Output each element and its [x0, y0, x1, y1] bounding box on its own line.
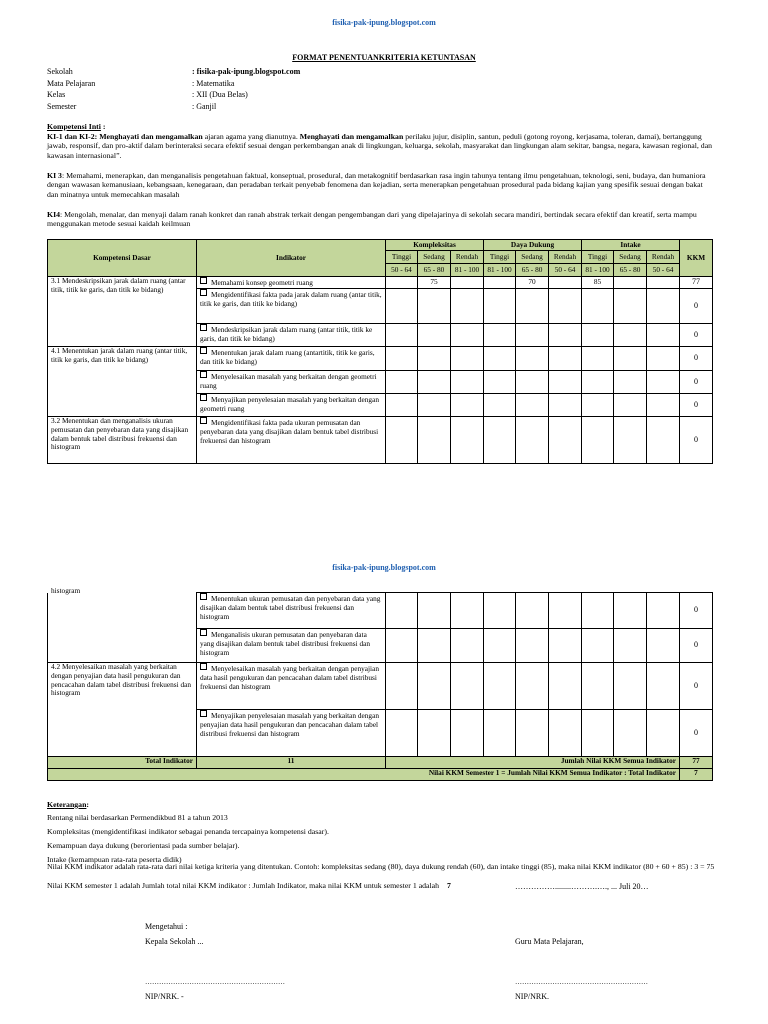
note-last-line: Nilai KKM semester 1 adalah Jumlah total nilai KKM indikator : Jumlah Indikator, maka nilai KKM untuk semester 1 adalah 7	[47, 881, 451, 890]
kd-cell: 4.2 Menyelesaikan masalah yang berkaitan dengan penyajian data hasil pengukuran dan pencacahan dalam tabel distribusi frekuensi dan histogram	[48, 663, 197, 757]
info-values	[192, 66, 300, 112]
sub-header: Tinggi	[386, 251, 418, 264]
table-row	[48, 417, 713, 464]
info-value: : XII (Dua Belas)	[192, 90, 248, 99]
info-label: Sekolah	[47, 67, 73, 76]
value-cell	[386, 277, 418, 289]
indicator-cell: Menyelesaikan masalah yang berkaitan dengan geometri ruang	[197, 371, 386, 394]
header-kd: Kompetensi Dasar	[48, 240, 197, 277]
checkbox-icon	[200, 324, 207, 331]
range-header: 65 - 80	[516, 264, 549, 277]
info-value: : Matematika	[192, 78, 235, 88]
note-line: Kompleksitas (mengidentifikasi indikator sebagai penanda tercapainya kompetensi dasar).	[47, 827, 329, 836]
kd-cell: 4.1 Menentukan jarak dalam ruang (antar titik, titik ke garis, dan titik ke bidang)	[48, 347, 197, 417]
range-header: 81 - 100	[451, 264, 484, 277]
total-label: Total Indikator	[48, 757, 197, 769]
info-label: Semester	[47, 101, 77, 111]
header-kompleksitas: Kompleksitas	[386, 240, 484, 251]
header-daya-dukung: Daya Dukung	[484, 240, 582, 251]
kkm-cell: 77	[680, 277, 713, 289]
info-label: Mata Pelajaran	[47, 78, 96, 88]
teacher-title: Guru Mata Pelajaran,	[515, 937, 584, 946]
sub-header: Tinggi	[484, 251, 516, 264]
principal-title: Kepala Sekolah ...	[145, 937, 204, 946]
checkbox-icon	[200, 371, 207, 378]
kd-cell: histogram	[48, 593, 197, 663]
indicator-cell: Menyajikan penyelesaian masalah yang berkaitan dengan penyajian data hasil pengukuran dan pencacahan dalam tabel distribusi frekuensi dan histogram	[197, 710, 386, 757]
range-header: 50 - 64	[386, 264, 418, 277]
ki4-paragraph: KI4: Mengolah, menalar, dan menyaji dalam ranah konkret dan ranah abstrak terkait dengan pengembangan dari yang dipelajarinya di sekolah secara mandiri, bertindak secara efektif dan kreatif, serta mampu menggunakan metode sesuai kaidah keilmuan	[47, 210, 697, 229]
sum-label: Jumlah Nilai KKM Semua Indikator	[386, 757, 680, 769]
checkbox-icon	[200, 710, 207, 717]
sub-header: Rendah	[451, 251, 484, 264]
info-value: : Ganjil	[192, 101, 217, 111]
info-label: Kelas	[47, 90, 66, 99]
value-cell	[549, 277, 582, 289]
total-value: 11	[197, 757, 386, 769]
checkbox-icon	[200, 347, 207, 354]
table-row	[48, 347, 713, 371]
value-cell: 70	[516, 277, 549, 289]
ki3-paragraph: KI 3: Memahami, menerapkan, dan menganalisis pengetahuan faktual, konseptual, prosedural, dan metakognitif berdasarkan rasa ingin tahunya tentang ilmu pengetahuan, teknologi, seni, budaya, dan humaniora dengan wawasan kemanusiaan, kebangsaan, kenegaraan, dan peradaban terkait penyebab fenomena dan kejadian, serta menerapkan pengetahuan prosedural pada bidang kajian yang spesifik sesuai dengan bakat dan minatnya untuk memecahkan masalah	[47, 171, 706, 199]
teacher-nip: NIP/NRK.	[515, 992, 550, 1001]
kkm-cell: 0	[680, 289, 713, 324]
sub-header: Sedang	[614, 251, 647, 264]
site-header-page2[interactable]: fisika-pak-ipung.blogspot.com	[332, 563, 436, 572]
checkbox-icon	[200, 663, 207, 670]
indicator-cell: Mengidentifikasi fakta pada ukuran pemusatan dan penyebaran data yang disajikan dalam bentuk tabel distribusi frekuensi dan histogram	[197, 417, 386, 464]
kkm-cell: 0	[680, 347, 713, 371]
kkm-cell: 0	[680, 663, 713, 710]
header-indikator: Indikator	[197, 240, 386, 277]
semester-label: Nilai KKM Semester 1 = Jumlah Nilai KKM Semua Indikator : Total Indikator	[48, 769, 680, 781]
approval-title: Mengetahui :	[145, 922, 188, 931]
ki-heading: Kompetensi Inti :	[47, 122, 106, 131]
indicator-cell: Menentukan jarak dalam ruang (antartitik, titik ke garis, dan titik ke bidang)	[197, 347, 386, 371]
indicator-cell: Menganalisis ukuran pemusatan dan penyebaran data yang disajikan dalam bentuk tabel distribusi frekuensi dan histogram	[197, 629, 386, 663]
checkbox-icon	[200, 394, 207, 401]
range-header: 65 - 80	[614, 264, 647, 277]
kkm-cell: 0	[680, 710, 713, 757]
kkm-cell: 0	[680, 394, 713, 417]
kkm-cell: 0	[680, 417, 713, 464]
checkbox-icon	[200, 629, 207, 636]
semester-row	[48, 769, 713, 781]
kd-cell: 3.2 Menentukan dan menganalisis ukuran pemusatan dan penyebaran data yang disajikan dalam bentuk tabel distribusi frekuensi dan histogram	[48, 417, 197, 464]
range-header: 65 - 80	[418, 264, 451, 277]
kkm-cell: 0	[680, 324, 713, 347]
note-line: Nilai KKM indikator adalah rata-rata dari nilai ketiga kriteria yang ditentukan. Contoh: kompleksitas sedang (80), daya dukung rendah (60), dan intake tinggi (85), maka nilai KKM indikator (80 + 60 + 85) : 3 = 75	[47, 862, 715, 871]
table-row	[48, 663, 713, 710]
note-line: Intake (kemampuan rata-rata peserta didik)	[47, 855, 182, 864]
info-labels	[47, 66, 95, 112]
value-cell	[647, 277, 680, 289]
principal-signature-line: ……………………………………………………	[145, 978, 285, 986]
header-intake: Intake	[582, 240, 680, 251]
kkm-cell: 0	[680, 593, 713, 629]
sub-header: Rendah	[549, 251, 582, 264]
range-header: 81 - 100	[582, 264, 614, 277]
checkbox-icon	[200, 289, 207, 296]
indicator-cell: Memahami konsep geometri ruang	[197, 277, 386, 289]
header-kkm: KKM	[680, 240, 713, 277]
range-header: 50 - 64	[549, 264, 582, 277]
criteria-table-2	[47, 585, 713, 781]
indicator-cell: Mendeskripsikan jarak dalam ruang (antar titik, titik ke garis, dan titik ke bidang)	[197, 324, 386, 347]
sub-header: Sedang	[516, 251, 549, 264]
value-cell	[451, 277, 484, 289]
value-cell	[484, 277, 516, 289]
value-cell: 75	[418, 277, 451, 289]
document-title: FORMAT PENENTUANKRITERIA KETUNTASAN	[292, 53, 476, 62]
table-row	[48, 277, 713, 289]
kd-cell: 3.1 Mendeskripsikan jarak dalam ruang (antar titik, titik ke garis, dan titik ke bidang)	[48, 277, 197, 347]
site-header[interactable]: fisika-pak-ipung.blogspot.com	[332, 18, 436, 27]
info-value: : fisika-pak-ipung.blogspot.com	[192, 67, 301, 76]
checkbox-icon	[200, 417, 207, 424]
range-header: 50 - 64	[647, 264, 680, 277]
ki12-paragraph: KI-1 dan KI-2: Menghayati dan mengamalkan ajaran agama yang dianutnya. Menghayati dan mengamalkan perilaku jujur, disiplin, santun, peduli (gotong royong, kerjasama, toleran, damai), bertanggung jawab, responsif, dan pro-aktif dalam berinteraksi secara efektif sesuai dengan perkembangan anak di lingkungan, keluarga, sekolah, masyarakat dan lingkungan alam sekitar, bangsa, negara, kawasan regional, dan kawasan internasional”.	[47, 132, 713, 160]
value-cell	[614, 277, 647, 289]
range-header: 81 - 100	[484, 264, 516, 277]
total-row	[48, 757, 713, 769]
note-line: Kemampuan daya dukung (berorientasi pada sumber belajar).	[47, 841, 240, 850]
sub-header: Sedang	[418, 251, 451, 264]
note-line: Rentang nilai berdasarkan Permendikbud 81 a tahun 2013	[47, 813, 228, 822]
criteria-table-1	[47, 239, 713, 464]
teacher-signature-line: …………………………………………………	[515, 978, 648, 986]
indicator-cell: Mengidentifikasi fakta pada jarak dalam ruang (antar titik, titik ke garis, dan titik ke bidang)	[197, 289, 386, 324]
sum-value: 77	[680, 757, 713, 769]
kkm-cell: 0	[680, 629, 713, 663]
value-cell: 85	[582, 277, 614, 289]
checkbox-icon	[200, 593, 207, 600]
semester-value: 7	[680, 769, 713, 781]
indicator-cell: Menentukan ukuran pemusatan dan penyebaran data yang disajikan dalam bentuk tabel distribusi frekuensi dan histogram	[197, 593, 386, 629]
indicator-cell: Menyajikan penyelesaian masalah yang berkaitan dengan geometri ruang	[197, 394, 386, 417]
kkm-cell: 0	[680, 371, 713, 394]
notes-heading: Keterangan:	[47, 800, 90, 809]
table-row	[48, 593, 713, 629]
checkbox-icon	[200, 277, 207, 284]
sub-header: Tinggi	[582, 251, 614, 264]
sub-header: Rendah	[647, 251, 680, 264]
signature-date: ……………........……….…., ... Juli 20…	[515, 882, 649, 891]
principal-nip: NIP/NRK. -	[145, 992, 184, 1001]
indicator-cell: Menyelesaikan masalah yang berkaitan dengan penyajian data hasil pengukuran dan pencacahan dalam tabel distribusi frekuensi dan histogram	[197, 663, 386, 710]
